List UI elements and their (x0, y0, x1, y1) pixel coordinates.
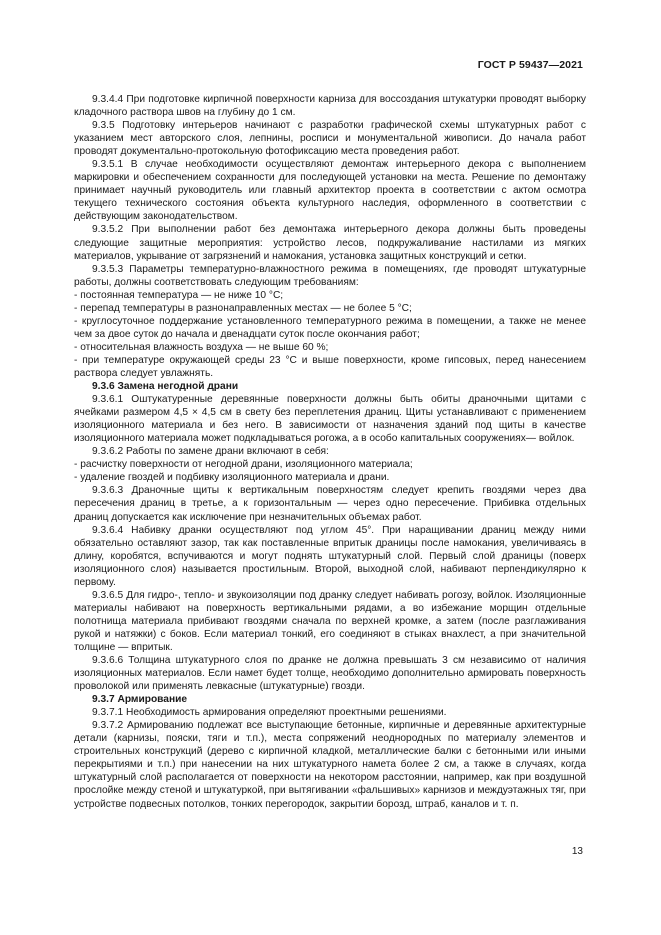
paragraph: 9.3.6.1 Оштукатуренные деревянные поверхности должны быть обиты драночными щитами с ячейками размером 4,5 × 4,5 см в свету без переплетения драниц. Щиты устанавливают с применением изоляционного материала и без него. В зависимости от назначения зданий под щиты в качестве изоляционного материала может подкладываться рогожа, а в особо капитальных сооружениях— войлок. (74, 394, 586, 445)
paragraph: 9.3.7.1 Необходимость армирования определяют проектными решениями. (92, 707, 447, 719)
standard-header: ГОСТ Р 59437—2021 (477, 59, 583, 71)
paragraph: 9.3.7.2 Армированию подлежат все выступающие бетонные, кирпичные и деревянные архитектурные детали (карнизы, пояски, тяги и т.п.), места сопряжений неоднородных по материалу элементов и строительных конструкций (дерево с кирпичной кладкой, металлические балки с бетонными или иными перекрытиями и т.п.) при нанесении на них штукатурного намета более 2 см, а также в случаях, когда штукатурный слой располагается от поверхности на некотором расстоянии, например, как при воздушной прослойке между стеной и штукатуркой, при вытягивании «фальшивых» карнизов и междуэтажных тяг, при устройстве подвесных потолков, тонких перегородок, закрытии борозд, штраб, каналов и т. п. (74, 720, 586, 810)
paragraph: 9.3.4.4 При подготовке кирпичной поверхности карниза для воссоздания штукатурки проводят выборку кладочного раствора швов на глубину до 1 см. (74, 94, 586, 119)
list-item: - относительная влажность воздуха — не выше 60 %; (74, 341, 586, 354)
section-heading: 9.3.6 Замена негодной драни (92, 381, 239, 393)
paragraph: 9.3.5.1 В случае необходимости осуществляют демонтаж интерьерного декора с выполнением маркировки и обеспечением сохранности для последующей установки на места. Решение по демонтажу принимает научный руководитель или главный архитектор проекта в соответствии с актом осмотра текущего технического состояния объекта культурного наследия, оформленного в соответствии с действующим законодательством. (74, 159, 586, 223)
paragraph: 9.3.5.2 При выполнении работ без демонтажа интерьерного декора должны быть проведены следующие защитные мероприятия: устройство лесов, подкружаливание настилами из мягких материалов, укрывание от загрязнений и намокания, установка защитных конструкций и сетки. (74, 224, 586, 262)
list-item: - перепад температуры в разнонаправленных местах — не более 5 °С; (74, 302, 586, 315)
list-item: - при температуре окружающей среды 23 °С и выше поверхности, кроме гипсовых, перед нанесением раствора следует увлажнять. (74, 354, 586, 380)
paragraph: 9.3.5 Подготовку интерьеров начинают с разработки графической схемы штукатурных работ с указанием мест авторского слоя, лепнины, росписи и монументальной живописи. До начала работ проводят документально-протокольную фотофиксацию места проведения работ. (74, 120, 586, 158)
list-item: - удаление гвоздей и подбивку изоляционного материала и драни. (74, 471, 586, 484)
section-heading: 9.3.7 Армирование (92, 694, 188, 706)
document-body (74, 93, 586, 811)
page-number: 13 (571, 846, 583, 857)
list-item: - расчистку поверхности от негодной драни, изоляционного материала; (74, 458, 586, 471)
paragraph: 9.3.6.5 Для гидро-, тепло- и звукоизоляции под дранку следует набивать рогозу, войлок. Изоляционные материалы набивают на поверхность вертикальными рядами, а во избежание морщин отдельные полотнища материала прибивают гвоздями сначала по верхней кромке, а затем (после разглаживания рукой и натяжки) с боков. Если материал тонкий, его соединяют в стыках внахлест, а при значительной толщине — впритык. (74, 589, 586, 653)
paragraph: 9.3.6.3 Драночные щиты к вертикальным поверхностям следует крепить гвоздями через два пересечения драниц в третье, а к горизонтальным — через одно пересечение. Прибивка отдельных драниц допускается как исключение при незначительных объемах работ. (74, 485, 586, 523)
list-item: - постоянная температура — не ниже 10 °С; (74, 289, 586, 302)
paragraph: 9.3.6.2 Работы по замене драни включают в себя: (92, 446, 329, 458)
paragraph: 9.3.5.3 Параметры температурно-влажностного режима в помещениях, где проводят штукатурные работы, должны соответствовать следующим требованиям: (74, 263, 586, 288)
paragraph: 9.3.6.4 Набивку дранки осуществляют под углом 45°. При наращивании драниц между ними обязательно оставляют зазор, так как поставленные впритык драницы после намокания, увеличиваясь в длину, коробятся, вспучиваются и могут поднять штукатурный слой. Первый слой драницы (поверх изоляционного слоя) называется простильным. Второй, выходной слой, набивают перпендикулярно к первому. (74, 524, 586, 588)
paragraph: 9.3.6.6 Толщина штукатурного слоя по дранке не должна превышать 3 см независимо от наличия изоляционных материалов. Если намет будет толще, необходимо дополнительно армировать поверхность проволокой или применять левкасные (штукатурные) гвозди. (74, 655, 586, 693)
list-item: - круглосуточное поддержание установленного температурного режима в помещении, а также не менее чем за двое суток до начала и двенадцати суток после окончания работ; (74, 315, 586, 341)
